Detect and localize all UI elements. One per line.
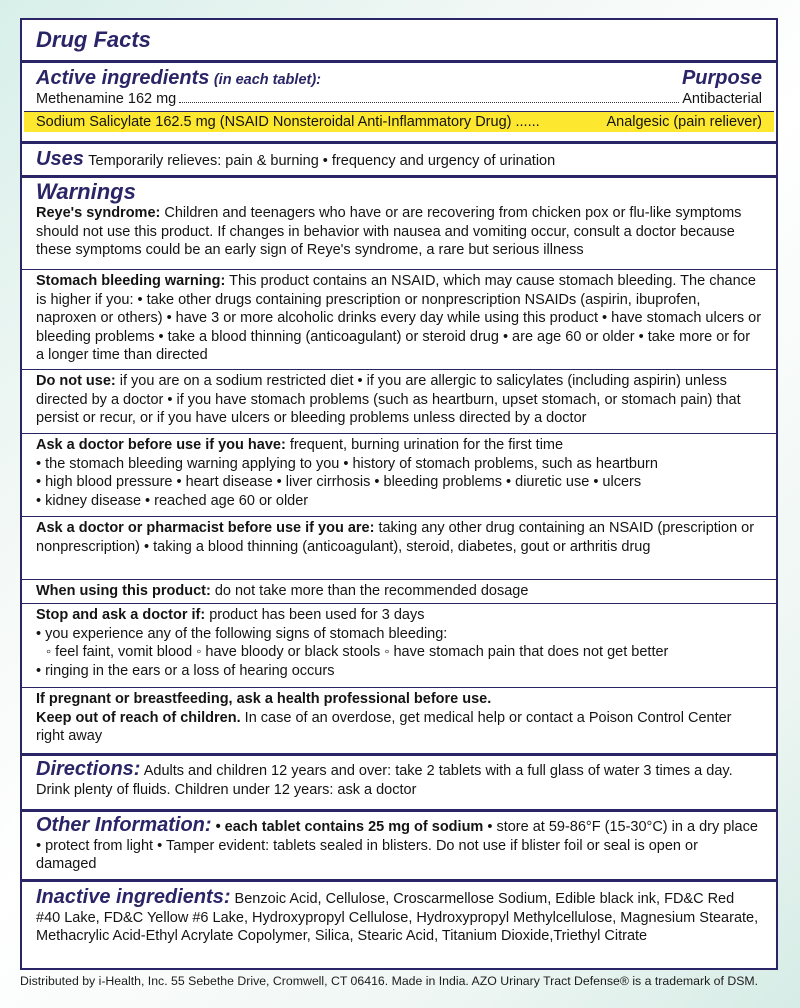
keep-out-label: Keep out of reach of children. (36, 709, 241, 726)
directions-section (22, 753, 776, 809)
ingredient-row-highlighted (24, 111, 774, 133)
ask-doctor-warning (22, 433, 776, 515)
uses-section (22, 141, 776, 175)
ingredient-purpose: Analgesic (pain reliever) (606, 113, 762, 130)
inactive-ingredients-heading: Inactive ingredients: (36, 886, 231, 908)
reyes-text: Children and teenagers who have or are recovering from chicken pox or flu-like symptoms should not use this product. If changes in behavior with nausea and vomiting occur, consult a doctor because these symptoms could be an early sign of Reye's syndrome, a rare but serious illness (36, 205, 742, 258)
inactive-ingredients-section (22, 879, 776, 969)
ask-pharmacist-label: Ask a doctor or pharmacist before use if you are: (36, 520, 375, 536)
stop-line: • you experience any of the following signs of stomach bleeding: (36, 625, 448, 642)
stop-first: product has been used for 3 days (209, 607, 425, 623)
ask-doctor-line: • high blood pressure • heart disease • liver cirrhosis • bleeding problems • diuretic use • ulcers (36, 474, 642, 490)
other-info-text: • store at 59-86°F (15-30°C) in a dry place • protect from light • Tamper evident: tablets sealed in blisters. Do not use if blister foil or seal is open or damaged (36, 819, 758, 872)
stop-line: ◦ feel faint, vomit blood ◦ have bloody or black stools ◦ have stomach pain that does not get better (46, 644, 669, 660)
inactive-ingredients-text: Benzoic Acid, Cellulose, Croscarmellose Sodium, Edible black ink, FD&C Red #40 Lake, FD&C Yellow #6 Lake, Hydroxypropyl Cellulose, Hydroxypropyl Methylcellulose, Magnesium Stearate, Methacrylic Acid-Ethyl Acrylate Copolymer, Silica, Stearic Acid, Titanium Dioxide,Triethyl Citrate (36, 891, 759, 944)
do-not-use-text: if you are on a sodium restricted diet • if you are allergic to salicylates (including aspirin) unless directed by a doctor • if you have stomach problems (such as heartburn, upset stomach, or stomach pain) that persist or recur, or if you have ulcers or bleeding problems unless directed by a doctor (36, 373, 741, 426)
ingredient-name: Methenamine 162 mg (36, 91, 177, 107)
do-not-use-label: Do not use: (36, 373, 116, 389)
pregnant-text: If pregnant or breastfeeding, ask a health professional before use. (36, 691, 492, 707)
pregnancy-and-children-warning (22, 687, 776, 750)
reyes-syndrome-warning (36, 204, 762, 260)
active-ingredients-qualifier: (in each tablet): (213, 72, 321, 88)
stop-label: Stop and ask a doctor if: (36, 607, 206, 623)
when-using-text: do not take more than the recommended dosage (214, 583, 529, 599)
stop-use-warning (22, 603, 776, 687)
warnings-heading: Warnings (36, 179, 136, 204)
other-info-sodium: • each tablet contains 25 mg of sodium (215, 819, 484, 835)
stop-line: • ringing in the ears or a loss of hearing occurs (36, 662, 335, 679)
ask-doctor-line: • the stomach bleeding warning applying to you • history of stomach problems, such as heartburn (36, 455, 658, 472)
ask-doctor-label: Ask a doctor before use if you have: (36, 437, 286, 453)
active-ingredients-heading: Active ingredients (36, 67, 210, 89)
purpose-heading: Purpose (681, 67, 762, 89)
uses-text: Temporarily relieves: pain & burning • frequency and urgency of urination (88, 153, 556, 169)
ask-doctor-line: • kidney disease • reached age 60 or older (36, 492, 309, 509)
warnings-section (22, 175, 776, 258)
keep-out-text: In case of an overdose, get medical help or contact a Poison Control Center right away (36, 709, 732, 744)
distributor-footer: Distributed by i-Health, Inc. 55 Sebethe Drive, Cromwell, CT 06416. Made in India. AZO Urinary Tract Defense® is a trademark of DSM. (20, 974, 759, 988)
ingredient-name: Sodium Salicylate 162.5 mg (NSAID Nonsteroidal Anti-Inflammatory Drug) ...... (36, 113, 540, 130)
drug-facts-title: Drug Facts (36, 27, 151, 52)
uses-heading: Uses (36, 148, 84, 170)
do-not-use-warning (22, 369, 776, 433)
leader-dots (179, 102, 679, 103)
ingredient-purpose: Antibacterial (682, 91, 762, 107)
other-info-heading: Other Information: (36, 814, 212, 836)
ask-pharmacist-warning (22, 516, 776, 578)
ingredient-row (36, 90, 762, 109)
other-information-section (22, 809, 776, 872)
stomach-label: Stomach bleeding warning: (36, 273, 226, 289)
ask-pharmacist-text: taking any other drug containing an NSAID (prescription or nonprescription) • taking a blood thinning (anticoagulant), steroid, diabetes, gout or arthritis drug (36, 520, 755, 555)
when-using-label: When using this product: (36, 583, 211, 599)
ask-doctor-first: frequent, burning urination for the first time (289, 437, 564, 453)
drug-facts-panel (20, 18, 778, 970)
directions-text: Adults and children 12 years and over: take 2 tablets with a full glass of water 3 times a day. Drink plenty of fluids. Children under 12 years: ask a doctor (36, 763, 733, 798)
reyes-label: Reye's syndrome: (36, 205, 161, 221)
directions-heading: Directions: (36, 758, 141, 780)
stomach-bleeding-warning (22, 269, 776, 368)
when-using-warning (22, 579, 776, 603)
stomach-text: This product contains an NSAID, which may cause stomach bleeding. The chance is higher if you: • take other drugs containing prescription or nonprescription NSAIDs (aspirin, ibuprofen, naproxen or others) • have 3 or more alcoholic drinks every day while using this product • have stomach ulcers or bleeding problems • take a blood thinning (anticoagulant) or steroid drug • are age 60 or older • take more or for a longer time than directed (36, 273, 762, 363)
